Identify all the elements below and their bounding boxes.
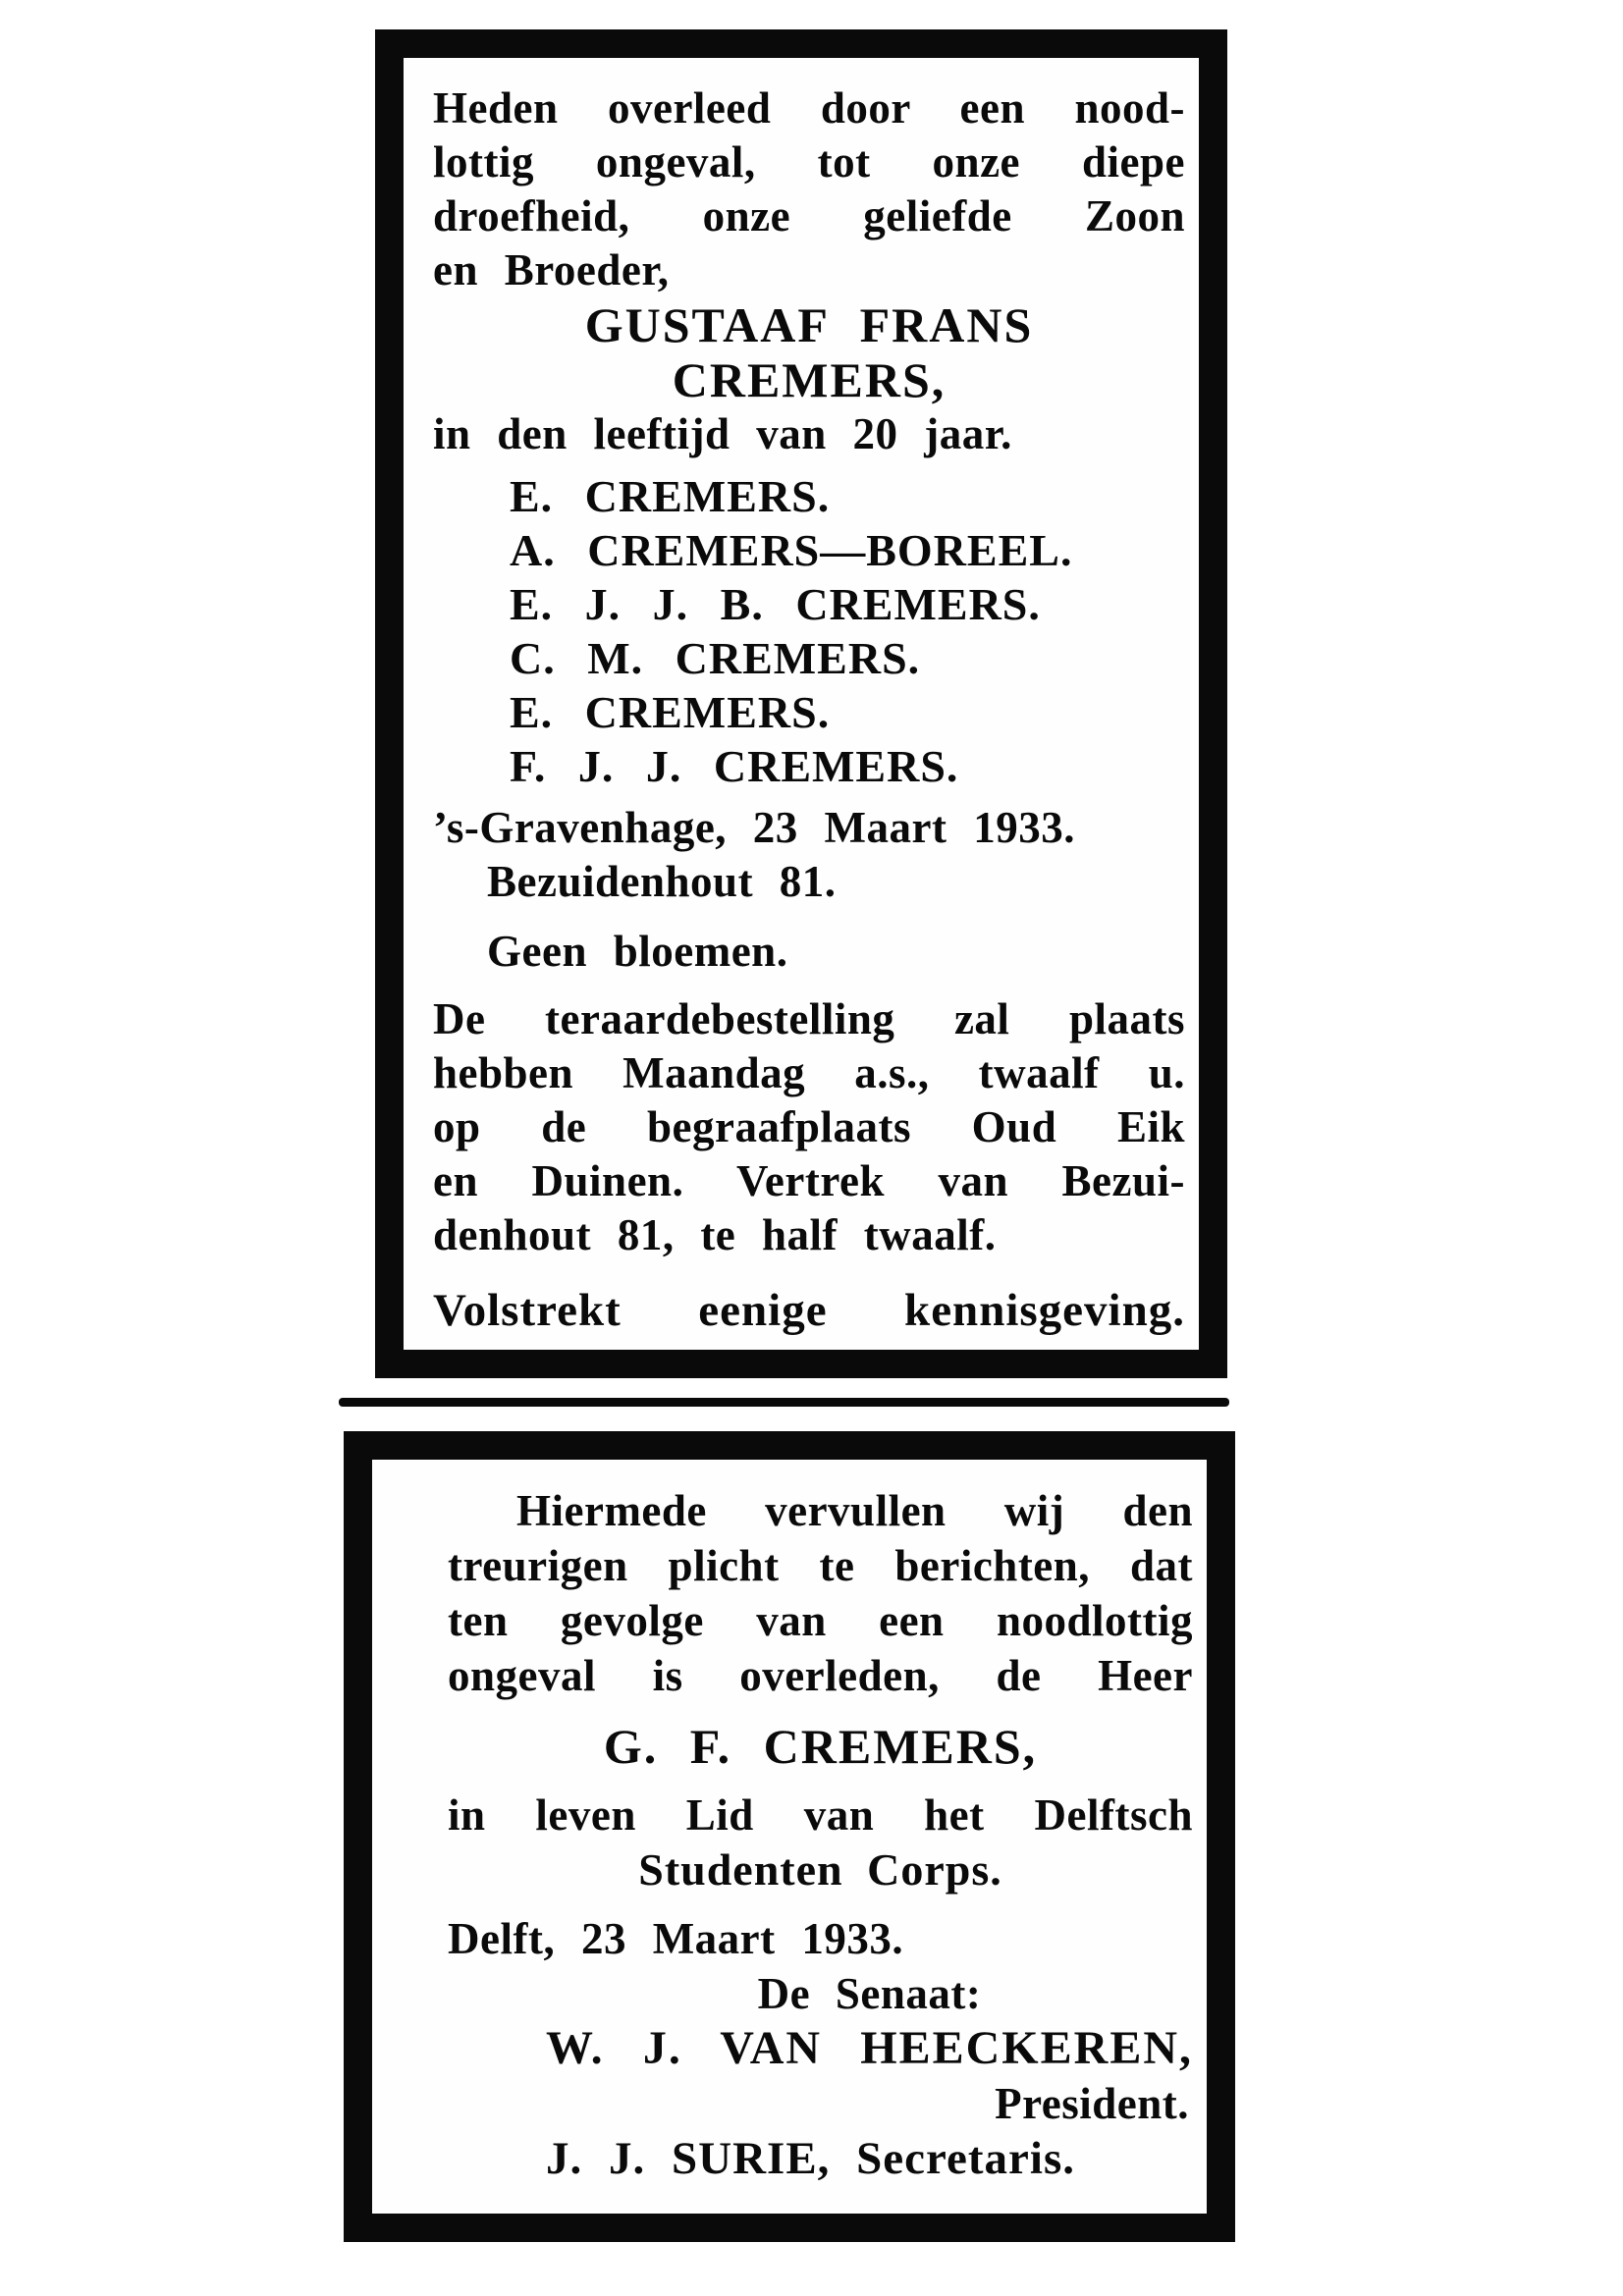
notice1-paragraph2-line: op de begraafplaats Oud Eik (433, 1102, 1185, 1151)
notice1-paragraph1-line: lottig ongeval, tot onze diepe (433, 137, 1185, 187)
deceased-name-line: CREMERS, (672, 352, 947, 407)
deceased-name-line: GUSTAAF FRANS (584, 297, 1034, 352)
family-name-line: C. M. CREMERS. (510, 633, 921, 683)
family-name-line: F. J. J. CREMERS. (510, 741, 959, 791)
death-notice-student-corps (344, 1431, 1235, 2242)
notice1-paragraph1-line: droefheid, onze geliefde Zoon (433, 191, 1185, 240)
notice1-paragraph2-line: De teraardebestelling zal plaats (433, 994, 1185, 1043)
notice1-paragraph1-line: en Broeder, (433, 245, 670, 294)
no-flowers-line: Geen bloemen. (487, 927, 788, 976)
membership-line: Studenten Corps. (638, 1844, 1002, 1895)
membership-line: in leven Lid van het Delftsch (448, 1790, 1193, 1840)
place-date-line: ’s-Gravenhage, 23 Maart 1933. (433, 803, 1075, 852)
notice2-paragraph-line: Hiermede vervullen wij den (516, 1486, 1193, 1535)
secretary-line: J. J. SURIE, Secretaris. (546, 2133, 1076, 2184)
notice2-paragraph-line: treurigen plicht te berichten, dat (448, 1541, 1193, 1590)
family-name-line: E. J. J. B. CREMERS. (510, 579, 1041, 629)
president-title-line: President. (995, 2079, 1189, 2128)
horizontal-divider-rule (339, 1398, 1229, 1407)
notice1-paragraph2-line: en Duinen. Vertrek van Bezui- (433, 1156, 1185, 1205)
address-line: Bezuidenhout 81. (487, 857, 837, 906)
age-line: in den leeftijd van 20 jaar. (433, 409, 1012, 458)
place-date-line: Delft, 23 Maart 1933. (448, 1914, 904, 1963)
senate-label: De Senaat: (757, 1969, 982, 2018)
president-name-line: W. J. VAN HEECKEREN, (546, 2022, 1193, 2074)
notice2-paragraph-line: ten gevolge van een noodlottig (448, 1596, 1193, 1645)
notice1-paragraph1-line: Heden overleed door een nood- (433, 83, 1185, 133)
death-notice-gustaaf-cremers (375, 29, 1227, 1378)
deceased-name-line: G. F. CREMERS, (603, 1719, 1038, 1774)
family-name-line: E. CREMERS. (510, 471, 831, 521)
closing-statement: Volstrekt eenige kennisgeving. (433, 1285, 1185, 1336)
notice1-paragraph2-line: hebben Maandag a.s., twaalf u. (433, 1048, 1185, 1097)
notice1-paragraph2-line: denhout 81, te half twaalf. (433, 1210, 997, 1259)
family-name-line: E. CREMERS. (510, 687, 831, 737)
notice2-paragraph-line: ongeval is overleden, de Heer (448, 1651, 1193, 1700)
family-name-line: A. CREMERS—BOREEL. (510, 525, 1073, 575)
